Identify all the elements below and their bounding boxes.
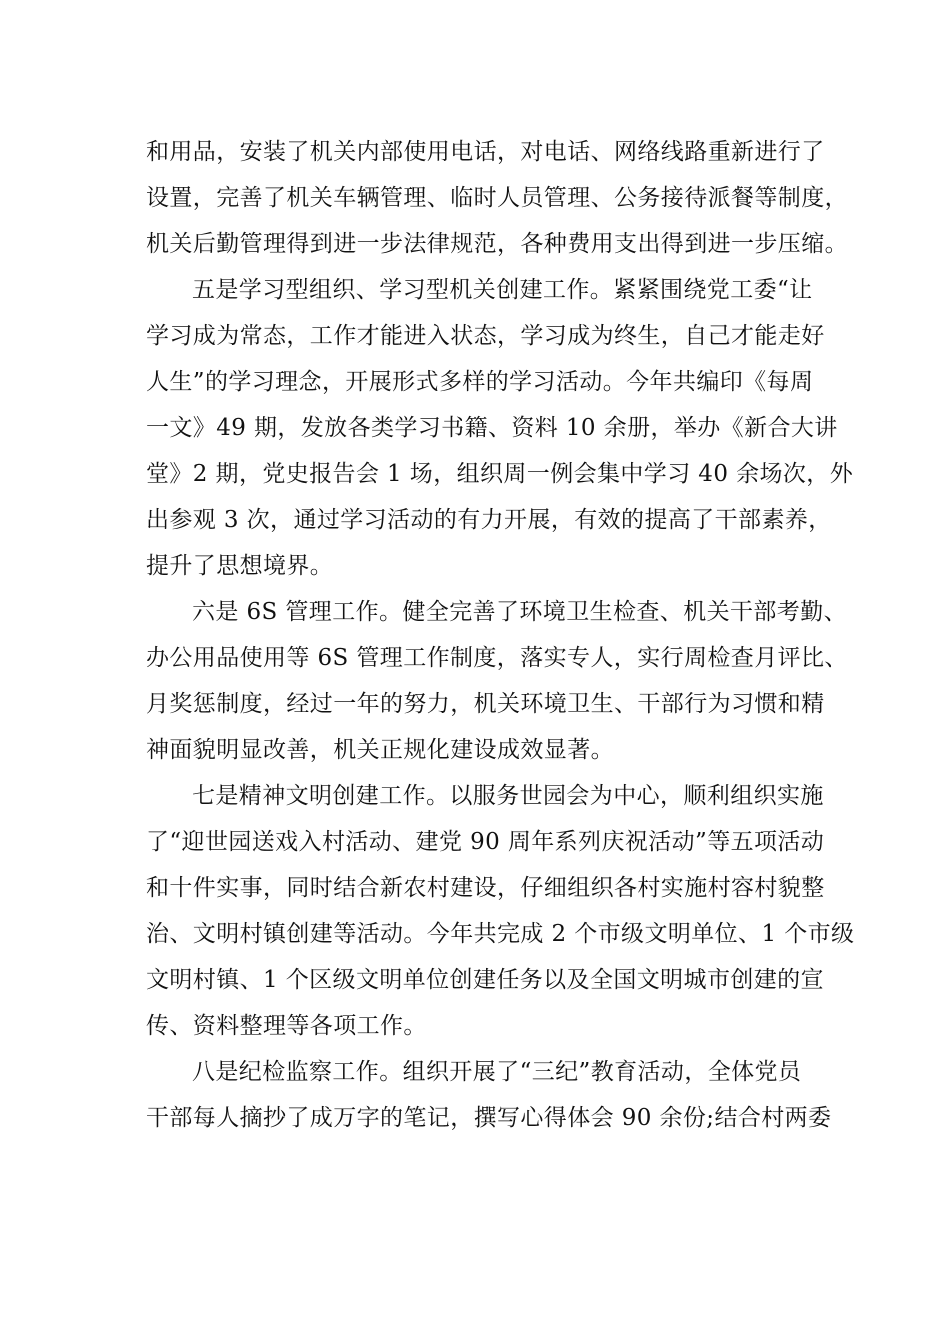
text-line: 堂》2 期，党史报告会 1 场，组织周一例会集中学习 40 余场次，外 <box>146 461 854 487</box>
text-line: 和用品，安装了机关内部使用电话，对电话、网络线路重新进行了 <box>146 139 825 165</box>
paragraph-five <box>146 267 854 589</box>
text-line: 一文》49 期，发放各类学习书籍、资料 10 余册，举办《新合大讲 <box>146 415 838 441</box>
text-line: 八是纪检监察工作。组织开展了“三纪”教育活动，全体党员 <box>192 1059 802 1085</box>
paragraph-continuation <box>146 129 848 267</box>
document-body <box>146 129 855 1141</box>
text-line: 五是学习型组织、学习型机关创建工作。紧紧围绕党工委“让 <box>192 277 813 303</box>
paragraph-eight <box>146 1049 832 1141</box>
text-line: 六是 6S 管理工作。健全完善了环境卫生检查、机关干部考勤、 <box>192 599 848 625</box>
text-line: 设置，完善了机关车辆管理、临时人员管理、公务接待派餐等制度， <box>146 185 848 211</box>
text-line: 七是精神文明创建工作。以服务世园会为中心，顺利组织实施 <box>192 783 824 809</box>
text-line: 机关后勤管理得到进一步法律规范，各种费用支出得到进一步压缩。 <box>146 231 848 257</box>
text-line: 传、资料整理等各项工作。 <box>146 1013 427 1039</box>
paragraph-six <box>146 589 848 773</box>
text-line: 文明村镇、1 个区级文明单位创建任务以及全国文明城市创建的宣 <box>146 967 824 993</box>
text-line: 办公用品使用等 6S 管理工作制度，落实专人，实行周检查月评比、 <box>146 645 848 671</box>
text-line: 提升了思想境界。 <box>146 553 334 579</box>
text-line: 人生”的学习理念，开展形式多样的学习活动。今年共编印《每周 <box>146 369 814 395</box>
text-line: 了“迎世园送戏入村活动、建党 90 周年系列庆祝活动”等五项活动 <box>146 829 825 855</box>
text-line: 和十件实事，同时结合新农村建设，仔细组织各村实施村容村貌整 <box>146 875 825 901</box>
text-line: 神面貌明显改善，机关正规化建设成效显著。 <box>146 737 614 763</box>
text-line: 治、文明村镇创建等活动。今年共完成 2 个市级文明单位、1 个市级 <box>146 921 855 947</box>
text-line: 学习成为常态，工作才能进入状态，学习成为终生，自己才能走好 <box>146 323 825 349</box>
text-line: 干部每人摘抄了成万字的笔记，撰写心得体会 90 余份;结合村两委 <box>146 1105 832 1131</box>
paragraph-seven <box>146 773 855 1049</box>
text-line: 月奖惩制度，经过一年的努力，机关环境卫生、干部行为习惯和精 <box>146 691 825 717</box>
text-line: 出参观 3 次，通过学习活动的有力开展，有效的提高了干部素养， <box>146 507 832 533</box>
